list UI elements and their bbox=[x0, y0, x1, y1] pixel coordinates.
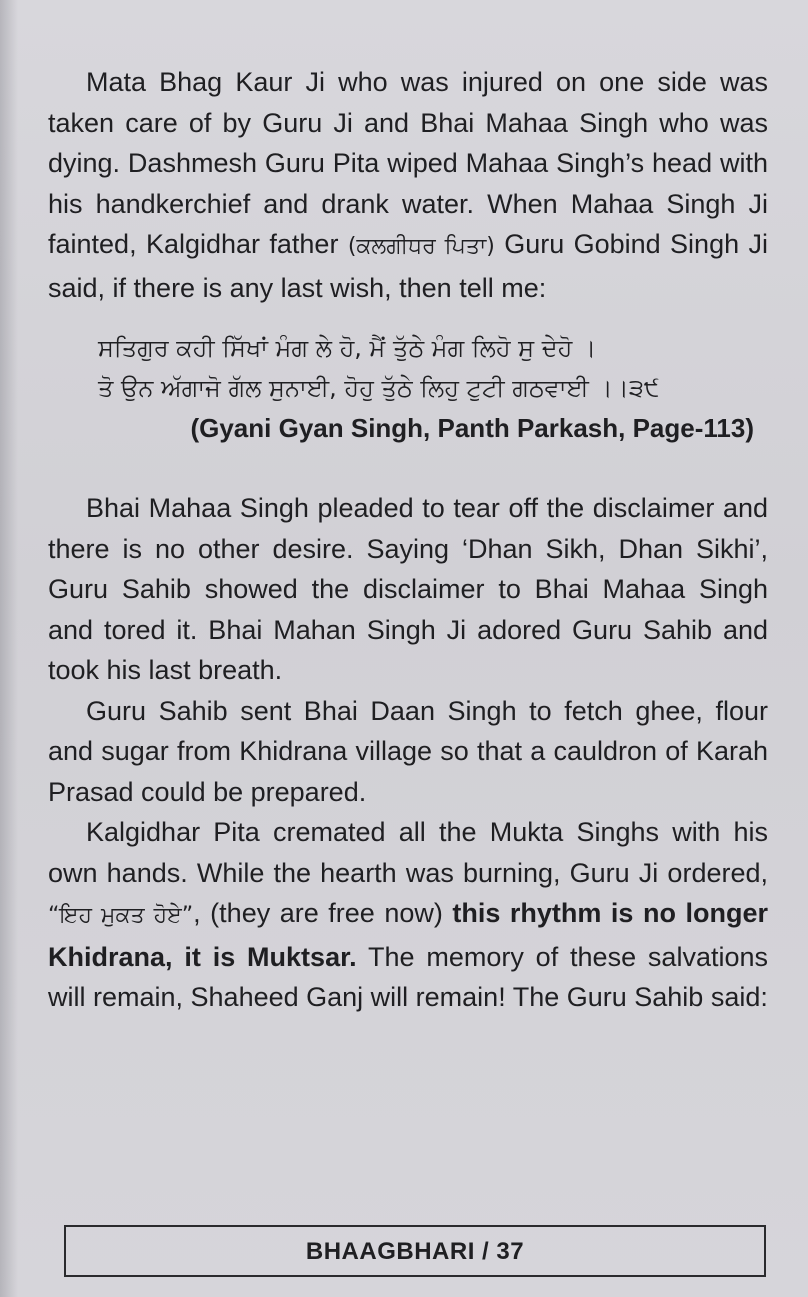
verse-line-1: ਸਤਿਗੁਰ ਕਹੀ ਸਿੱਖਾਂ ਮੰਗ ਲੇ ਹੋ, ਮੈਂ ਤੁੱਠੇ ਮੰਗ ਲਿਹੋ ਸੁ ਦੇਹੋ । bbox=[98, 334, 597, 362]
paragraph-4-bold-text: this rhythm is no longer Khidrana, it is Muktsar. bbox=[48, 898, 768, 972]
page-edge-shadow bbox=[0, 0, 18, 1297]
spacer bbox=[48, 448, 768, 488]
page-footer bbox=[64, 1225, 766, 1277]
paragraph-4-text-b: , (they are free now) bbox=[193, 898, 453, 928]
paragraph-4-text-c: The memory of these salvations will remain, Shaheed Ganj will remain! The Guru Sahib said: bbox=[48, 941, 768, 1012]
paragraph-1-text-b: Guru Gobind Singh Ji said, if there is any last wish, then tell me: bbox=[48, 229, 768, 303]
spacer bbox=[48, 308, 768, 328]
paragraph-4-text-a: Kalgidhar Pita cremated all the Mukta Singhs with his own hands. While the hearth was burning, Guru Ji ordered, bbox=[48, 817, 768, 888]
paragraph-2: Bhai Mahaa Singh pleaded to tear off the disclaimer and there is no other desire. Saying ‘Dhan Sikh, Dhan Sikhi’, Guru Sahib showed the disclaimer to Bhai Mahaa Singh and tored it. Bhai Mahan Singh Ji adored Guru Sahib and took his last breath. bbox=[48, 493, 768, 685]
paragraph-1 bbox=[48, 62, 768, 308]
verse-citation: (Gyani Gyan Singh, Panth Parkash, Page-113) bbox=[190, 413, 754, 443]
footer-title: BHAAGBHARI / 37 bbox=[305, 1238, 525, 1265]
paragraph-3: Guru Sahib sent Bhai Daan Singh to fetch ghee, flour and sugar from Khidrana village so that a cauldron of Karah Prasad could be prepared. bbox=[48, 695, 768, 807]
paragraph-4-punjabi-quote: “ਇਹ ਮੁਕਤ ਹੋਏ” bbox=[48, 903, 194, 928]
verse-line-2: ਤੋ ਉਨ ਅੱਗਾਜੋ ਗੱਲ ਸੁਨਾਈ, ਹੋਹੁ ਤੁੱਠੇ ਲਿਹੁ ਟੁਟੀ ਗਠਵਾਈ ।।੩੯ bbox=[98, 374, 660, 402]
page-body bbox=[48, 62, 768, 1018]
paragraph-1-text-a: Mata Bhag Kaur Ji who was injured on one side was taken care of by Guru Ji and Bhai Mahaa Singh who was dying. Dashmesh Guru Pita wiped Mahaa Singh’s head with his handkerchief and drank water. When Mahaa Singh Ji fainted, Kalgidhar father bbox=[48, 67, 768, 259]
paragraph-4 bbox=[48, 812, 768, 1018]
paragraph-1-punjabi-gloss: (ਕਲਗੀਧਰ ਪਿਤਾ) bbox=[347, 234, 495, 259]
